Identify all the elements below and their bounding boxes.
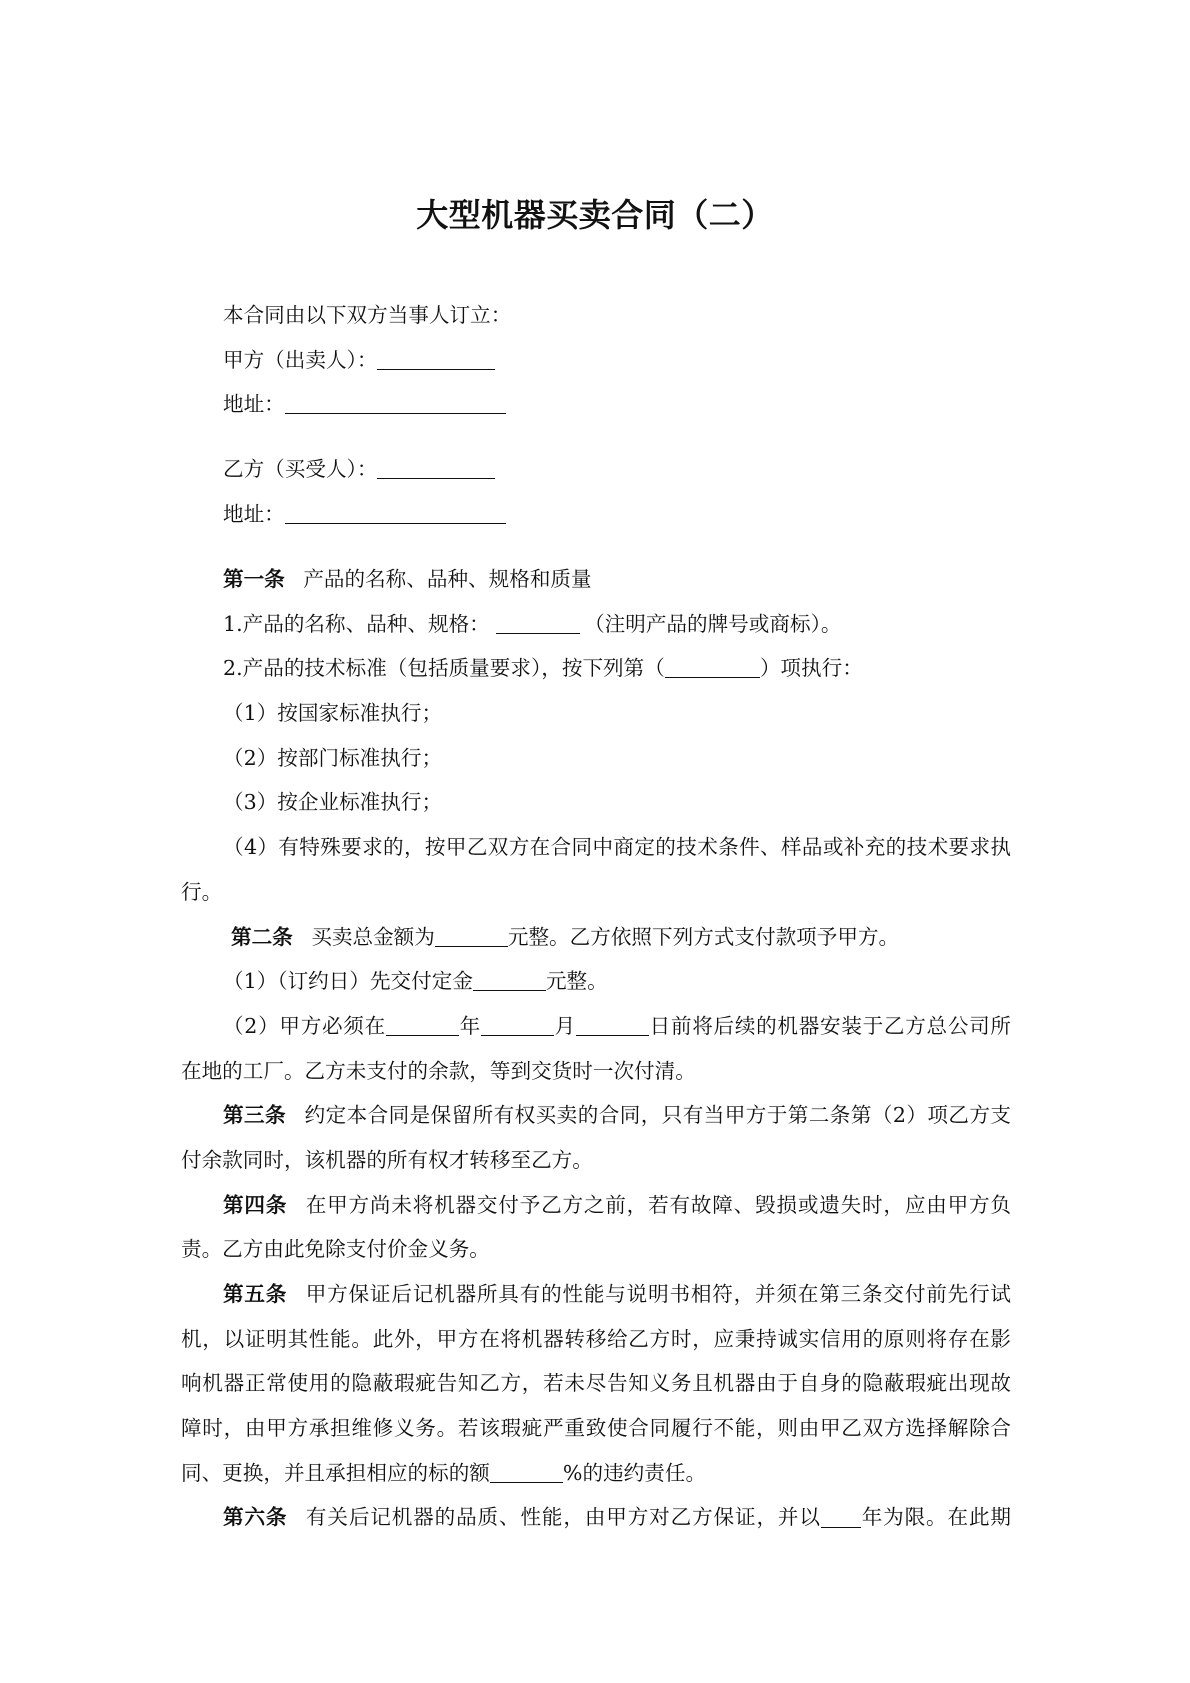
article-6-text-end: 年为限。在此期 [860, 1505, 1012, 1530]
article-5-text: 甲方保证后记机器所具有的性能与说明书相符，并须在第三条交付前先行试 [305, 1282, 1012, 1307]
warranty-years-blank [821, 1506, 861, 1528]
article-1-option-3: （3）按企业标准执行； [223, 790, 443, 815]
article-1-item-1 [181, 602, 1011, 647]
contract-body [181, 293, 1011, 1540]
article-1-item-2-text: 2.产品的技术标准（包括质量要求），按下列第（ [223, 656, 665, 681]
article-1-item-1-text: 1.产品的名称、品种、规格： [223, 611, 490, 636]
article-5-heading: 第五条 [223, 1282, 288, 1307]
article-3-text: 约定本合同是保留所有权买卖的合同，只有当甲方于第二条第（2）项乙方支 [304, 1103, 1011, 1128]
article-2-text-end: 元整。乙方依照下列方式支付款项予甲方。 [507, 924, 900, 949]
buyer-address-blank [285, 502, 506, 524]
buyer-name-blank [377, 458, 495, 480]
buyer-line [181, 447, 1011, 492]
seller-address-label: 地址： [223, 392, 285, 417]
seller-address-blank [285, 393, 506, 415]
article-2-item-2-text: （2）甲方必须在 [223, 1013, 386, 1038]
article-4-line-2: 责。乙方由此免除支付价金义务。 [181, 1237, 490, 1262]
article-2-item-1 [181, 959, 1011, 1004]
seller-label: 甲方（出卖人）： [223, 347, 378, 372]
article-5-last-text: 同、更换，并且承担相应的标的额 [181, 1460, 490, 1485]
penalty-percent-blank [490, 1461, 563, 1483]
buyer-address-label: 地址： [223, 501, 285, 526]
month-blank [481, 1014, 554, 1036]
article-5-last-end: %的违约责任。 [562, 1460, 707, 1485]
article-1-heading: 第一条 [223, 567, 285, 592]
article-4-heading: 第四条 [223, 1192, 288, 1217]
article-1-item-2 [181, 646, 1011, 691]
article-2-item-1-end: 元整。 [545, 969, 608, 994]
standard-choice-blank [665, 657, 760, 679]
article-5-line-5 [181, 1451, 1011, 1496]
seller-line [181, 338, 1011, 383]
buyer-address-line [181, 492, 1011, 537]
article-2-item-2 [181, 1004, 1011, 1049]
article-1-option-4-continued: 行。 [181, 879, 223, 904]
article-2-text: 买卖总金额为 [311, 924, 435, 949]
buyer-label: 乙方（买受人）： [223, 457, 378, 482]
article-2-heading: 第二条 [231, 924, 293, 949]
article-5-line-1 [181, 1272, 1011, 1317]
spacer [181, 536, 1011, 557]
article-1-item-2-end: ）项执行： [759, 656, 863, 681]
day-blank [576, 1014, 649, 1036]
article-1-option-4: （4）有特殊要求的，按甲乙双方在合同中商定的技术条件、样品或补充的技术要求执 [223, 835, 1011, 860]
seller-name-blank [377, 348, 495, 370]
deposit-amount-blank [473, 970, 546, 992]
document-title: 大型机器买卖合同（二） [416, 196, 774, 234]
article-4-text: 在甲方尚未将机器交付予乙方之前，若有故障、毁损或遗失时，应由甲方负 [305, 1192, 1012, 1217]
total-amount-blank [435, 925, 508, 947]
article-6-line-1 [181, 1495, 1011, 1540]
article-1-option-2: （2）按部门标准执行； [223, 745, 443, 770]
article-1-item-1-note: （注明产品的牌号或商标）。 [584, 611, 842, 636]
article-3-line-1 [181, 1093, 1011, 1138]
year-blank [386, 1014, 459, 1036]
article-5-line-3: 响机器正常使用的隐蔽瑕疵告知乙方，若未尽告知义务且机器由于自身的隐蔽瑕疵出现故 [181, 1371, 1011, 1396]
preamble-intro: 本合同由以下双方当事人订立： [223, 303, 512, 327]
spacer [181, 427, 1011, 447]
article-5-line-4: 障时，由甲方承担维修义务。若该瑕疵严重致使合同履行不能，则由甲乙双方选择解除合 [181, 1416, 1011, 1441]
article-6-text: 有关后记机器的品质、性能，由甲方对乙方保证，并以 [305, 1505, 821, 1530]
article-2-item-1-text: （1）（订约日）先交付定金 [223, 969, 473, 994]
article-6-heading: 第六条 [223, 1505, 288, 1530]
article-4-line-1 [181, 1183, 1011, 1228]
article-2-item-2-continued: 在地的工厂。乙方未支付的余款，等到交货时一次付清。 [181, 1058, 696, 1083]
product-name-blank [496, 612, 580, 634]
article-2-item-2-rest: 日前将后续的机器安装于乙方总公司所 [648, 1013, 1012, 1038]
article-1-heading-line [181, 557, 1011, 602]
article-3-line-2: 付余款同时，该机器的所有权才转移至乙方。 [181, 1147, 593, 1172]
article-5-line-2: 机，以证明其性能。此外，甲方在将机器转移给乙方时，应秉持诚实信用的原则将存在影 [181, 1326, 1011, 1351]
seller-address-line [181, 382, 1011, 427]
article-1-option-1: （1）按国家标准执行； [223, 701, 443, 726]
month-label: 月 [553, 1013, 576, 1038]
article-3-heading: 第三条 [223, 1103, 287, 1128]
article-1-title: 产品的名称、品种、规格和质量 [303, 567, 592, 592]
year-label: 年 [458, 1013, 481, 1038]
article-2-heading-line [181, 915, 1011, 960]
